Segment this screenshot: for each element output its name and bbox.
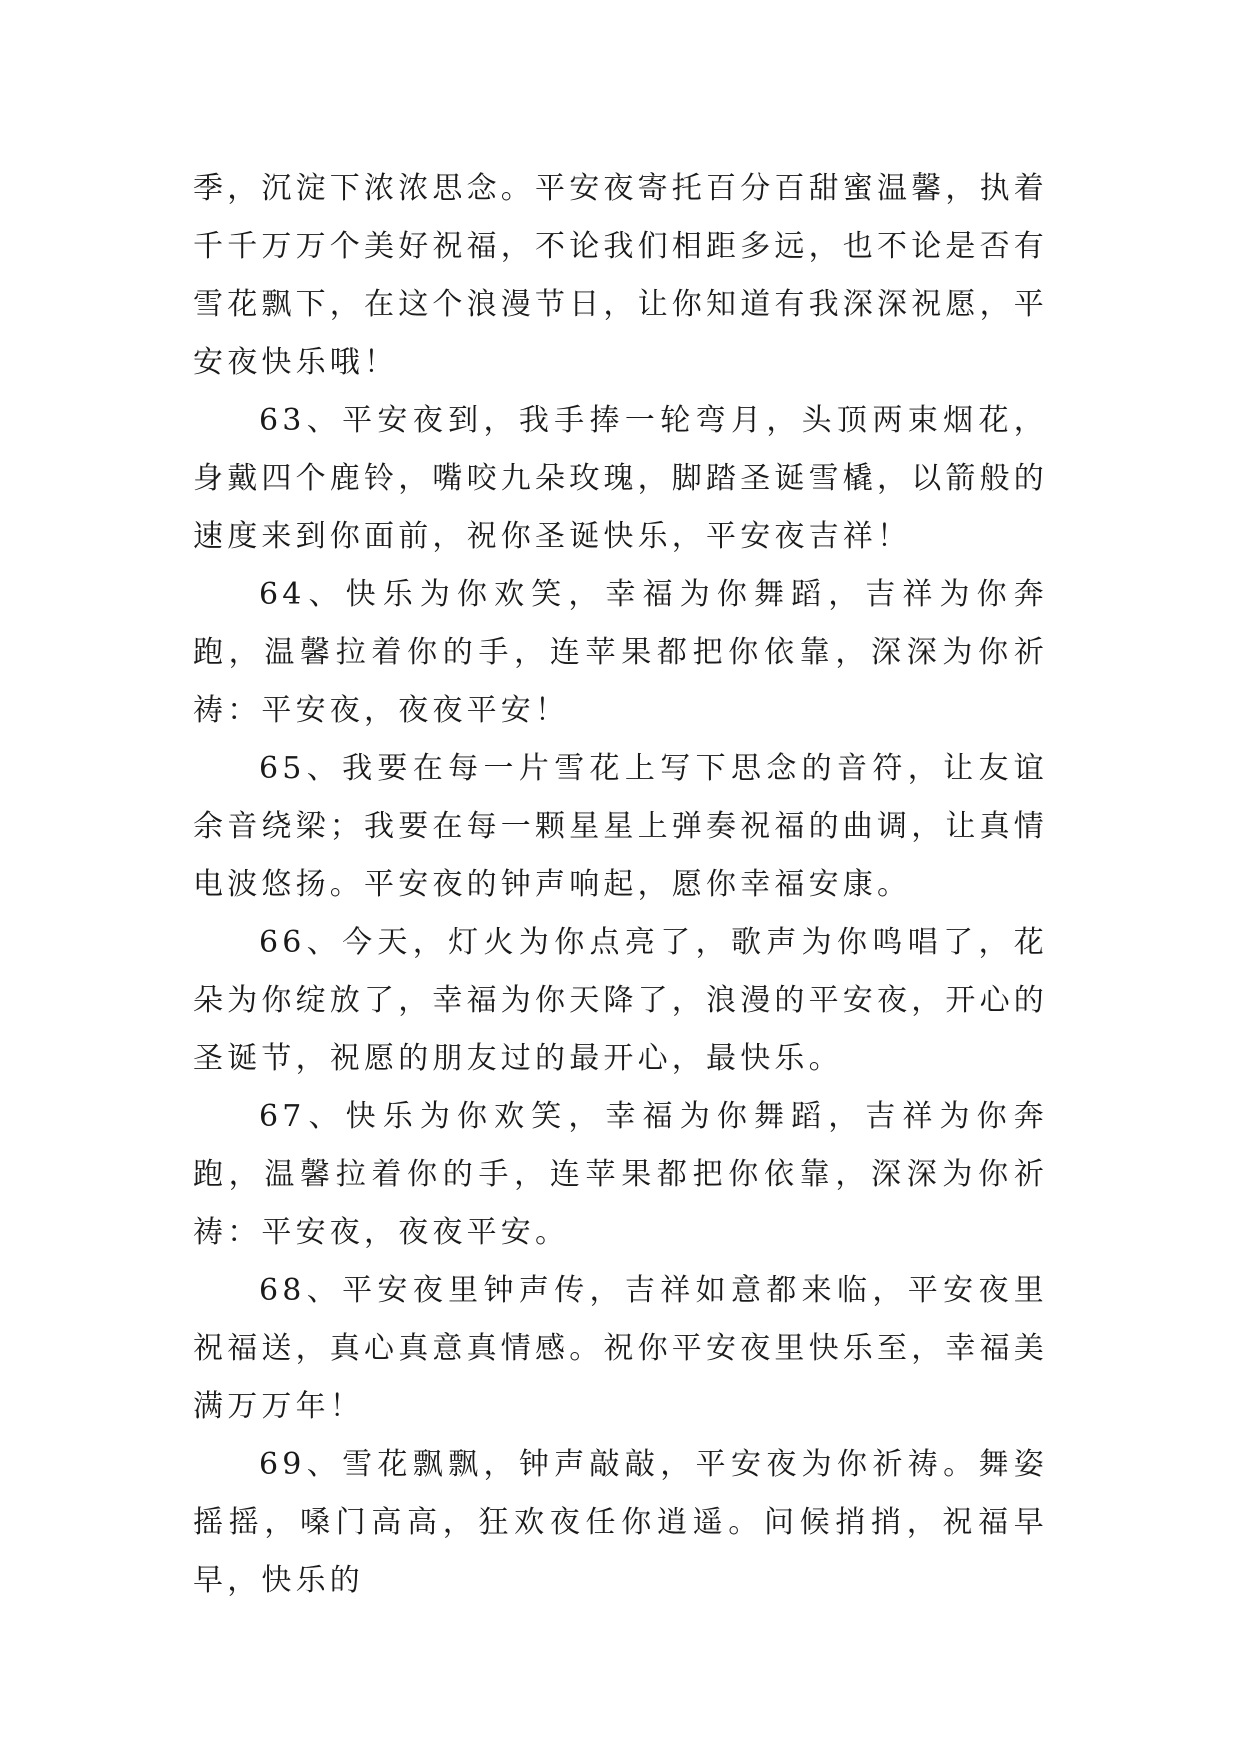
paragraph-66: 66、今天，灯火为你点亮了，歌声为你鸣唱了，花朵为你绽放了，幸福为你天降了，浪漫的平安夜，开心的圣诞节，祝愿的朋友过的最开心，最快乐。	[193, 925, 1048, 1076]
paragraph-continued: 季，沉淀下浓浓思念。平安夜寄托百分百甜蜜温馨，执着千千万万个美好祝福，不论我们相距多远，也不论是否有雪花飘下，在这个浪漫节日，让你知道有我深深祝愿，平安夜快乐哦！	[193, 171, 1048, 380]
document-page	[193, 160, 1048, 1610]
paragraph-67: 67、快乐为你欢笑，幸福为你舞蹈，吉祥为你奔跑，温馨拉着你的手，连苹果都把你依靠，深深为你祈祷：平安夜，夜夜平安。	[193, 1099, 1048, 1250]
paragraph-68: 68、平安夜里钟声传，吉祥如意都来临，平安夜里祝福送，真心真意真情感。祝你平安夜里快乐至，幸福美满万万年！	[193, 1273, 1048, 1424]
paragraph-65: 65、我要在每一片雪花上写下思念的音符，让友谊余音绕梁；我要在每一颗星星上弹奏祝福的曲调，让真情电波悠扬。平安夜的钟声响起，愿你幸福安康。	[193, 751, 1048, 902]
paragraph-69: 69、雪花飘飘，钟声敲敲，平安夜为你祈祷。舞姿摇摇，嗓门高高，狂欢夜任你逍遥。问候捎捎，祝福早早，快乐的	[193, 1447, 1048, 1598]
paragraph-63: 63、平安夜到，我手捧一轮弯月，头顶两束烟花，身戴四个鹿铃，嘴咬九朵玫瑰，脚踏圣诞雪橇，以箭般的速度来到你面前，祝你圣诞快乐，平安夜吉祥！	[193, 403, 1048, 554]
paragraph-64: 64、快乐为你欢笑，幸福为你舞蹈，吉祥为你奔跑，温馨拉着你的手，连苹果都把你依靠，深深为你祈祷：平安夜，夜夜平安！	[193, 577, 1048, 728]
